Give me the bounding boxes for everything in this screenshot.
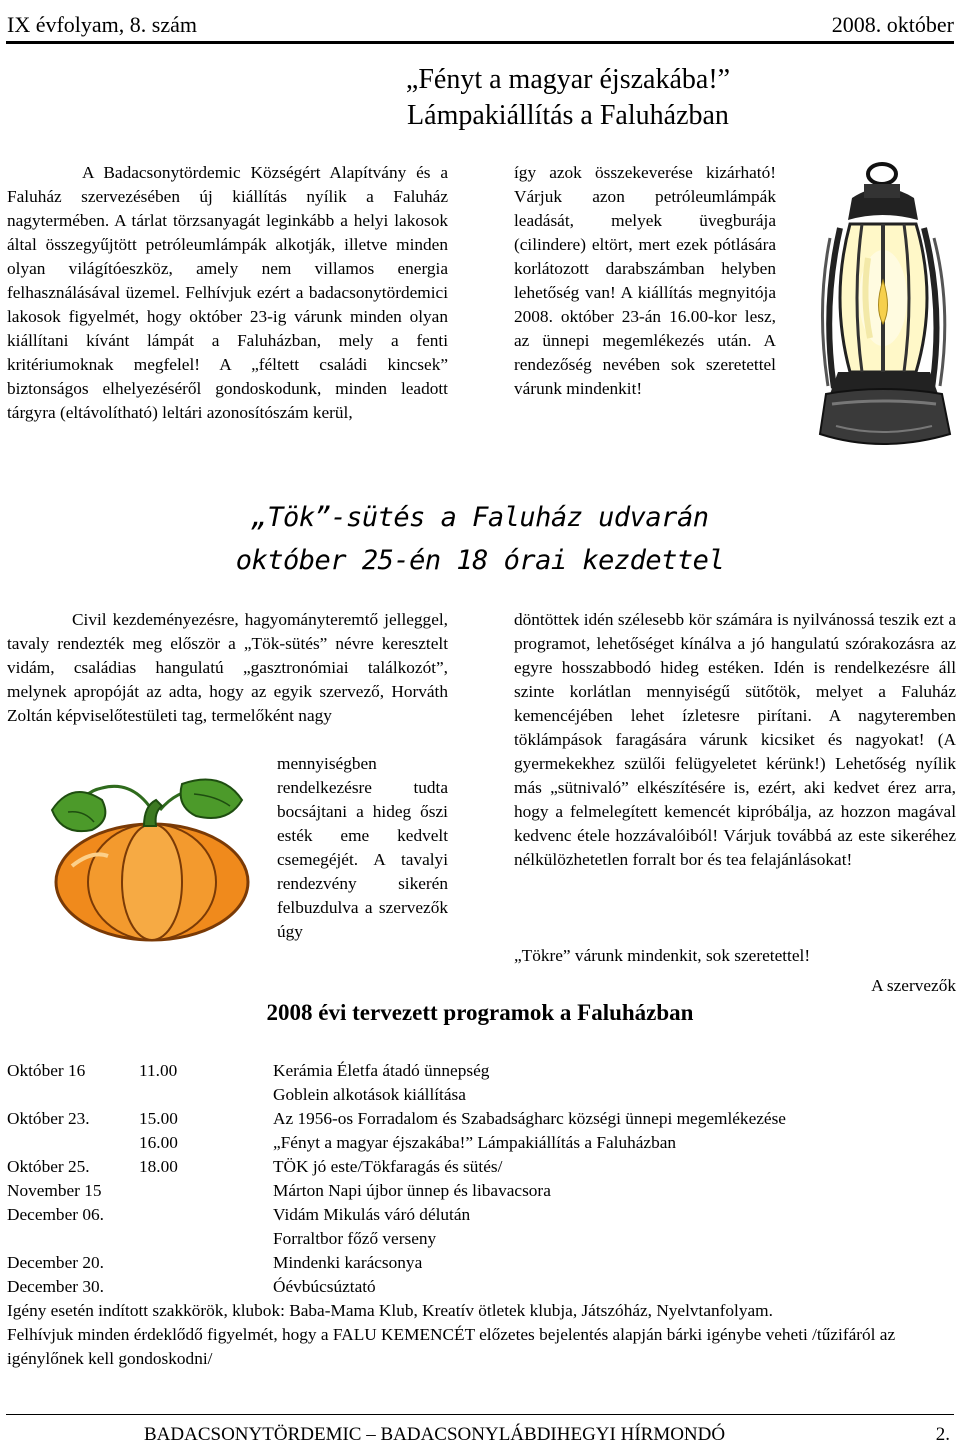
program-event: Óévbúcsúztató bbox=[273, 1277, 376, 1296]
article1-title-line2: Lámpakiállítás a Faluházban bbox=[407, 100, 729, 131]
header-rule bbox=[6, 41, 954, 44]
program-row bbox=[7, 1275, 953, 1299]
program-event: Az 1956-os Forradalom és Szabadságharc községi ünnepi megemlékezése bbox=[273, 1109, 786, 1128]
program-title: 2008 évi tervezett programok a Faluházban bbox=[266, 1000, 694, 1025]
program-date: Október 23. bbox=[7, 1109, 90, 1128]
program-event: Forraltbor főző verseny bbox=[273, 1229, 437, 1248]
article2-left-text-top: Civil kezdeményezésre, hagyományteremtő jelleggel, tavaly rendezték meg először a „Tök-sütés” névre keresztelt vidám, családias hangulatú „gasztronómiai találkozót”, melynek apropóját az adta, hogy az egyik szervező, Horváth Zoltán képviselőtestületi tag, termelőként nagy bbox=[7, 610, 448, 725]
program-event: Márton Napi újbor ünnep és libavacsora bbox=[273, 1181, 551, 1200]
pumpkin-icon bbox=[32, 770, 268, 946]
issue-date: 2008. október bbox=[831, 12, 954, 37]
article2-closing: „Tökre” várunk mindenkit, sok szeretettel! bbox=[514, 946, 811, 965]
program-row bbox=[7, 1203, 953, 1227]
program-row bbox=[7, 1059, 953, 1083]
program-event: Mindenki karácsonya bbox=[273, 1253, 423, 1272]
program-event: Vidám Mikulás váró délután bbox=[273, 1205, 471, 1224]
program-date: Október 16 bbox=[7, 1061, 86, 1080]
program-row bbox=[7, 1131, 953, 1155]
program-date: December 06. bbox=[7, 1205, 104, 1224]
article2-title-line1: „Tök”-sütés a Faluház udvarán bbox=[251, 502, 709, 533]
program-note-clubs: Igény esetén indított szakkörök, klubok: Baba-Mama Klub, Kreatív ötletek klubja, Játszóház, Nyelvtanfolyam. bbox=[7, 1301, 773, 1320]
issue-label: IX évfolyam, 8. szám bbox=[7, 12, 197, 37]
article1-title-line1: „Fényt a magyar éjszakába!” bbox=[405, 64, 731, 95]
program-time: 15.00 bbox=[139, 1109, 178, 1128]
program-row bbox=[7, 1083, 953, 1107]
program-row bbox=[7, 1155, 953, 1179]
article1-right-text: így azok összekeverése kizárható! Várjuk azon petróleumlámpák leadását, melyek üvegburája (cilindere) eltört, mert ezek pótlására korlátozott darabszámban helyben lehetőség van! A kiállítás megnyitója 2008. október 23-án 16.00-kor lesz, az ünnepi megemlékezés után. A rendezőség nevében sok szeretettel várunk mindenkit! bbox=[514, 163, 776, 398]
article1-left-text: A Badacsonytördemic Községért Alapítvány és a Faluház szervezésében új kiállítás nyílik a Faluház nagytermében. A tárlat törzsanyagát leginkább a helyi lakosok által összegyűjtött petróleumlámpák alkotják, illetve minden olyan világítóeszköz, amely nem villamos energia felhasználásával üzemel. Felhívjuk ezért a badacsonytördemici lakosok figyelmét, hogy október 23-ig várunk minden olyan kiállítani kívánt lámpát a Faluházban, mely a fenti kritériumoknak megfelel! A „féltett családi kincsek” biztonságos elhelyezéséről gondoskodunk, minden leadott tárgyra (eltávolítható) leltári azonosítószám kerül, bbox=[7, 163, 448, 422]
program-date: Október 25. bbox=[7, 1157, 90, 1176]
program-event: Goblein alkotások kiállítása bbox=[273, 1085, 466, 1104]
program-date: December 30. bbox=[7, 1277, 104, 1296]
article2-signature: A szervezők bbox=[871, 976, 956, 995]
article1-title bbox=[190, 62, 946, 134]
article2-right-text: döntöttek idén szélesebb kör számára is nyilvánossá teszik ezt a programot, lehetőséget kínálva a jó hangulatú szórakozásra az egyre hosszabbodó hideg estéken. Idén is rendelkezésre áll szinte korlátlan mennyiségű sütőtök, melyet a Faluház kemencéjében lehet ízletesre pirítani. A nagyteremben töklámpások faragására várunk kicsiket és nagyokat! (A gyermekekhez szülői felügyeletet kérünk!) Lehetőség nyílik más „sütnivaló” elkészítésére is, ezért, aki kedvet érez arra, hogy a felmelegített kemencét kipróbálja, az hozzon magával kedvenc étele hozzávalóiból! Várjuk továbbá az este sikeréhez nélkülözhetetlen forralt bor és tea felajánlásokat! bbox=[514, 610, 956, 869]
program-row bbox=[7, 1251, 953, 1275]
program-event: TÖK jó este/Tökfaragás és sütés/ bbox=[273, 1157, 503, 1176]
footer-rule bbox=[6, 1414, 954, 1415]
footer-newsletter-name: BADACSONYTÖRDEMIC – BADACSONYLÁBDIHEGYI HÍRMONDÓ bbox=[144, 1424, 726, 1445]
program-row bbox=[7, 1227, 953, 1251]
program-row bbox=[7, 1107, 953, 1131]
program-date: November 15 bbox=[7, 1181, 102, 1200]
program-time: 16.00 bbox=[139, 1133, 178, 1152]
program-date: December 20. bbox=[7, 1253, 104, 1272]
program-row bbox=[7, 1179, 953, 1203]
oil-lamp-icon bbox=[812, 158, 958, 454]
program-event: „Fényt a magyar éjszakába!” Lámpakiállítás a Faluházban bbox=[273, 1133, 677, 1152]
article2-title-line2: október 25-én 18 órai kezdettel bbox=[235, 545, 725, 576]
program-time: 18.00 bbox=[139, 1157, 178, 1176]
article2-left-text-wrap: mennyiségben rendelkezésre tudta bocsájtani a hideg őszi esték eme kedvelt csemegéjét. A tavalyi rendezvény sikerén felbuzdulva a szervezők úgy bbox=[277, 754, 448, 941]
program-time: 11.00 bbox=[139, 1061, 178, 1080]
program-table bbox=[7, 1059, 953, 1371]
program-event: Kerámia Életfa átadó ünnepség bbox=[273, 1061, 490, 1080]
footer-page-number: 2. bbox=[935, 1424, 950, 1445]
program-note-oven: Felhívjuk minden érdeklődő figyelmét, hogy a FALU KEMENCÉT előzetes bejelentés alapján bárki igénybe veheti /tűzifáról az igénylőnek kell gondoskodni/ bbox=[7, 1325, 896, 1368]
